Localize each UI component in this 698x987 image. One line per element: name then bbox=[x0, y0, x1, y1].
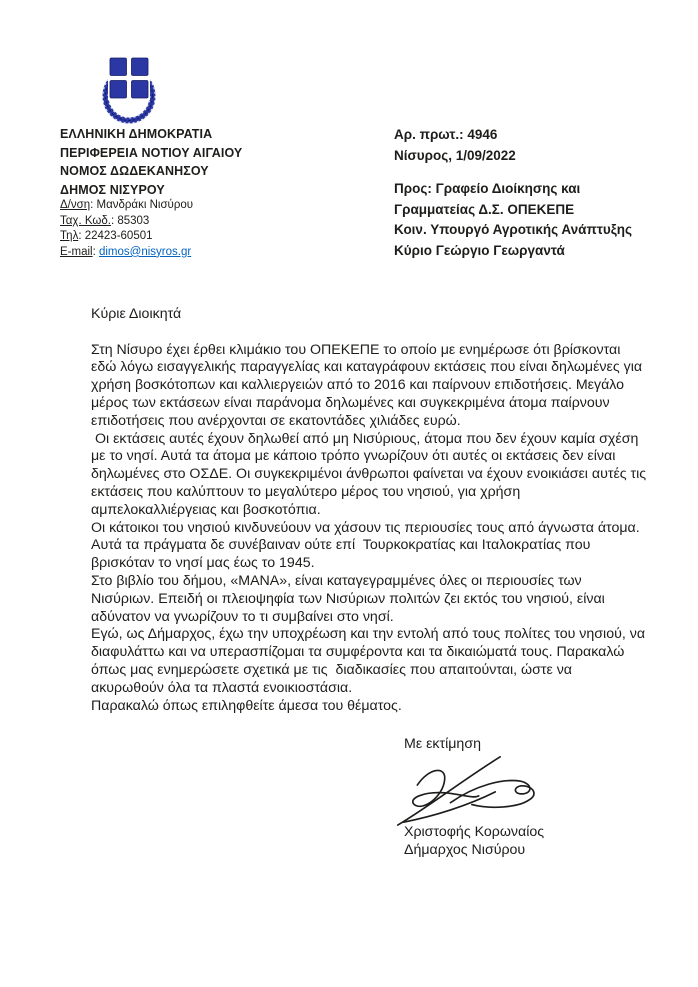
contact-line-email bbox=[60, 245, 193, 261]
org-line-prefecture: ΝΟΜΟΣ ΔΩΔΕΚΑΝΗΣΟΥ bbox=[60, 164, 209, 178]
body-paragraph: Οι κάτοικοι του νησιού κινδυνεύουν να χάσουν τις περιουσίες τους από άγνωστα άτομα. Αυτά τα πράγματα δε συνέβαιναν ούτε επί Τουρκοκρατίας και Ιταλοκρατίας που βρισκόταν το νησί μας έως το 1945. bbox=[91, 519, 643, 572]
body-paragraph: Παρακαλώ όπως επιληφθείτε άμεσα του θέματος. bbox=[91, 697, 402, 714]
postal-code-value: 85303 bbox=[117, 214, 150, 227]
signer-block bbox=[404, 823, 544, 859]
postal-code-label: Ταχ. Κωδ. bbox=[60, 214, 111, 227]
body-paragraph: Στη Νίσυρο έχει έρθει κλιμάκιο του ΟΠΕΚΕΠΕ το οποίο με ενημέρωσε ότι βρίσκονται εδώ λόγω εισαγγελικής παραγγελίας και καταγράφουν εκτάσεις που είναι δηλωμένες για χρήση βοσκότοπων και καλλιεργειών από το 2016 και παίρνουν επιδοτήσεις. Μεγάλο μέρος των εκτάσεων είναι παράνομα δηλωμένες και συγκεκριμένα άτομα παίρνουν επιδοτήσεις που ανέρχονται σε εκατοντάδες χιλιάδες ευρώ. bbox=[91, 341, 646, 429]
contact-line-postal-code bbox=[60, 214, 193, 230]
contact-line-address bbox=[60, 198, 193, 214]
phone-value: 22423-60501 bbox=[84, 230, 153, 243]
org-line-municipality: ΔΗΜΟΣ ΝΙΣΥΡΟΥ bbox=[60, 182, 165, 197]
body-paragraph: Οι εκτάσεις αυτές έχουν δηλωθεί από μη Νισύριους, άτομα που δεν έχουν καμία σχέση με το νησί. Αυτά τα άτομα με κάποιο τρόπο γνωρίζουν ότι αυτές οι εκτάσεις δεν είναι δηλωμένες στο ΟΣΔΕ. Οι συγκεκριμένοι άνθρωποι φαίνεται να έχουν ενοικιάσει αυτές τις εκτάσεις που καλύπτουν το μεγαλύτερο μέρος του νησιού, για χρήση αμπελοκαλλιέργειας και βοσκοτόπια. bbox=[91, 430, 651, 518]
recipient-line: Κύριο Γεώργιο Γεωργαντά bbox=[394, 242, 565, 258]
signer-name: Χριστοφής Κορωναίος bbox=[404, 824, 545, 840]
valediction: Με εκτίμηση bbox=[404, 736, 481, 752]
letterhead-org-block bbox=[60, 125, 242, 199]
contact-line-phone bbox=[60, 229, 193, 245]
body-paragraph: Στο βιβλίο του δήμου, «ΜΑΝΑ», είναι καταγεγραμμένες όλες οι περιουσίες των Νισύριων. Επειδή οι πλειοψηφία των Νισύριων πολιτών ζει εκτός του νησιού, είναι αδύνατον να γνωρίζουν το τι συμβαίνει στο νησί. bbox=[91, 572, 609, 625]
salutation: Κύριε Διοικητά bbox=[91, 306, 182, 322]
reference-block bbox=[394, 124, 516, 166]
body-paragraph: Εγώ, ως Δήμαρχος, έχω την υποχρέωση και την εντολή από τους πολίτες του νησιού, να διαφυλάττω και να υπερασπίζομαι τα συμφέροντα και τα δικαιώματά τους. Παρακαλώ όπως μας ενημερώσετε σχετικά με τις διαδικασίες που απαιτούνται, ώστε να ακυρωθούν όλα τα πλαστά ενοικιοστάσια. bbox=[91, 626, 649, 696]
org-line-region: ΠΕΡΙΦΕΡΕΙΑ ΝΟΤΙΟΥ ΑΙΓΑΙΟΥ bbox=[60, 145, 243, 160]
org-line-republic: ΕΛΛΗΝΙΚΗ ΔΗΜΟΚΡΑΤΙΑ bbox=[60, 127, 213, 141]
address-value: Μανδράκι Νισύρου bbox=[96, 199, 194, 211]
recipient-line: Προς: Γραφείο Διοίκησης και bbox=[394, 181, 581, 196]
recipient-block bbox=[394, 179, 632, 261]
email-link[interactable]: dimos@nisyros.gr bbox=[98, 245, 192, 258]
signer-title: Δήμαρχος Νισύρου bbox=[404, 842, 526, 858]
recipient-line: Γραμματείας Δ.Σ. ΟΠΕΚΕΠΕ bbox=[394, 201, 575, 217]
letterhead-contact-block bbox=[60, 198, 193, 260]
email-label: E-mail bbox=[60, 245, 93, 258]
letter-body bbox=[91, 306, 651, 715]
address-label: Δ/νση bbox=[60, 199, 91, 211]
handwritten-signature-icon bbox=[386, 750, 550, 828]
recipient-line: Κοιν. Υπουργό Αγροτικής Ανάπτυξης bbox=[394, 222, 632, 237]
phone-label: Τηλ bbox=[60, 230, 79, 243]
place-date: Νίσυρος, 1/09/2022 bbox=[394, 148, 516, 163]
protocol-number: Αρ. πρωτ.: 4946 bbox=[394, 127, 498, 142]
greek-republic-emblem-icon bbox=[102, 55, 156, 124]
